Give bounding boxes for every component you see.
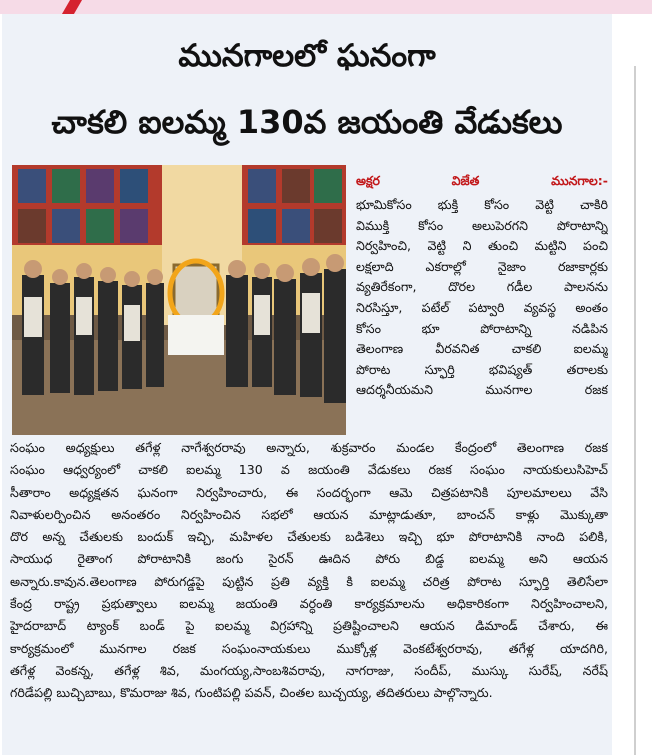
article-line: గరిడేపల్లి బుచ్చిబాబు, కొమరాజు శివ, గుంటిపల్లి పవన్, చింతల బుచ్చయ్య, తదితరులు పాల్గొన్నారు. bbox=[10, 685, 493, 701]
article-line: లక్షలాది ఎకరాల్లో నైజాం రజాకార్లకు bbox=[356, 258, 608, 274]
byline-reporter-2: విజేత bbox=[451, 172, 480, 188]
right-margin bbox=[612, 14, 652, 755]
article-line: కోసం భూ పోరాటాన్ని నడిపిన bbox=[356, 320, 608, 336]
article-line: సంఘం ఆధ్వర్యంలో చాకలి ఐలమ్మ 130 వ జయంతి వేడుకలు రజక సంఘం నాయకులుసిహెచ్ bbox=[10, 462, 608, 478]
red-accent-mark bbox=[62, 0, 82, 14]
headline-line-2: చాకలి ఐలమ్మ 130వ జయంతి వేడుకలు bbox=[51, 103, 563, 141]
article-line: నిరసిస్తూ, పటేల్ పట్వారి వ్యవస్థ అంతం bbox=[356, 299, 608, 315]
byline bbox=[356, 171, 608, 193]
article-column-text bbox=[356, 195, 608, 401]
article-line: సీతారాం అధ్యక్షతన ఘనంగా నిర్వహించారు, ఈ సందర్భంగా ఆమె చిత్రపటానికి పూలమాలలు వేసి bbox=[10, 484, 608, 500]
article-line: నిర్వహించి, వెట్టి ని తుంచి మట్టిని పంచి bbox=[356, 238, 608, 254]
event-photo bbox=[12, 165, 346, 435]
article-line: పోరాట స్ఫూర్తి భవిష్యత్ తరాలకు bbox=[356, 361, 608, 377]
article-line: అన్నారు.కావున.తెలంగాణ పోరుగడ్డపై పుట్టిన ప్రతి వ్యక్తి కి ఐలమ్మ చరిత్ర పోరాట స్ఫూర్తి తెలిసేలా bbox=[10, 573, 608, 589]
article-full-width-text bbox=[10, 437, 608, 705]
scrollbar-track[interactable] bbox=[634, 66, 636, 755]
top-banner-strip bbox=[0, 0, 652, 14]
byline-reporter-1: అక్షర bbox=[356, 172, 380, 188]
article-line: విముక్తి కోసం అలుపెరగని పోరాటాన్ని bbox=[356, 217, 608, 233]
article-line: దొర అన్న చేతులకు బందుక్ ఇచ్చి, మహిళల చేతులకు బడిశెలు ఇచ్చి భూ పోరాటానికి నాంది పలికి, bbox=[10, 529, 608, 545]
article-line: హైదరాబాద్ ట్యాంక్ బండ్ పై ఐలమ్మ విగ్రహాన్ని ప్రతిష్టించాలని ఆయన డిమాండ్ చేశారు, ఈ bbox=[10, 618, 608, 634]
article-line: తగేళ్ల వెంకన్న, తగేళ్ల శివ, మంగయ్య,సాంబశివరావు, నాగరాజు, సందీప్, ముస్కు సురేష్, నరేష్ bbox=[10, 662, 608, 678]
article-line: ఆదర్శనీయమని మునగాల రజక bbox=[356, 382, 608, 398]
article-line: కార్యక్రమంలో మునగాల రజక సంఘంనాయకులు ముక్కోళ్ల వెంకటేశ్వరరావు, తగేళ్ల యాదగిరి, bbox=[10, 640, 608, 656]
headline-line-1: మునగాలలో ఘనంగా bbox=[178, 38, 436, 74]
article-line: తెలంగాణ వీరవనిత చాకలి ఐలమ్మ bbox=[356, 341, 608, 357]
article-line: భూమికోసం భుక్తి కోసం వెట్టి చాకిరి bbox=[356, 197, 608, 212]
byline-dateline: మునగాల:- bbox=[551, 172, 608, 188]
news-clipping bbox=[2, 14, 612, 755]
article-line: కేంద్ర రాష్ట్ర ప్రభుత్వాలు ఐలమ్మ జయంతి వర్ధంతి కార్యక్రమాలను అధికారికంగా నిర్వహించాలని, bbox=[10, 596, 608, 612]
article-line: నివాళులర్పించిన అనంతరం నిర్వహించిన సభలో ఆయన మాట్లాడుతూ, బాంచన్ కాళ్లు మొక్కుతా bbox=[10, 506, 608, 522]
article-line: వ్యతిరేకంగా, దొరల గడీల పాలనను bbox=[356, 279, 608, 295]
article-line: సంఘం అధ్యక్షులు తగేళ్ల నాగేశ్వరరావు అన్నారు, శుక్రవారం మండల కేంద్రంలో తెలంగాణ రజక bbox=[10, 440, 608, 455]
article-line: సాయుధ రైతాంగ పోరాటానికి జంగు సైరన్ ఊదిన పోరు బిడ్డ ఐలమ్మ అని ఆయన bbox=[10, 551, 608, 567]
